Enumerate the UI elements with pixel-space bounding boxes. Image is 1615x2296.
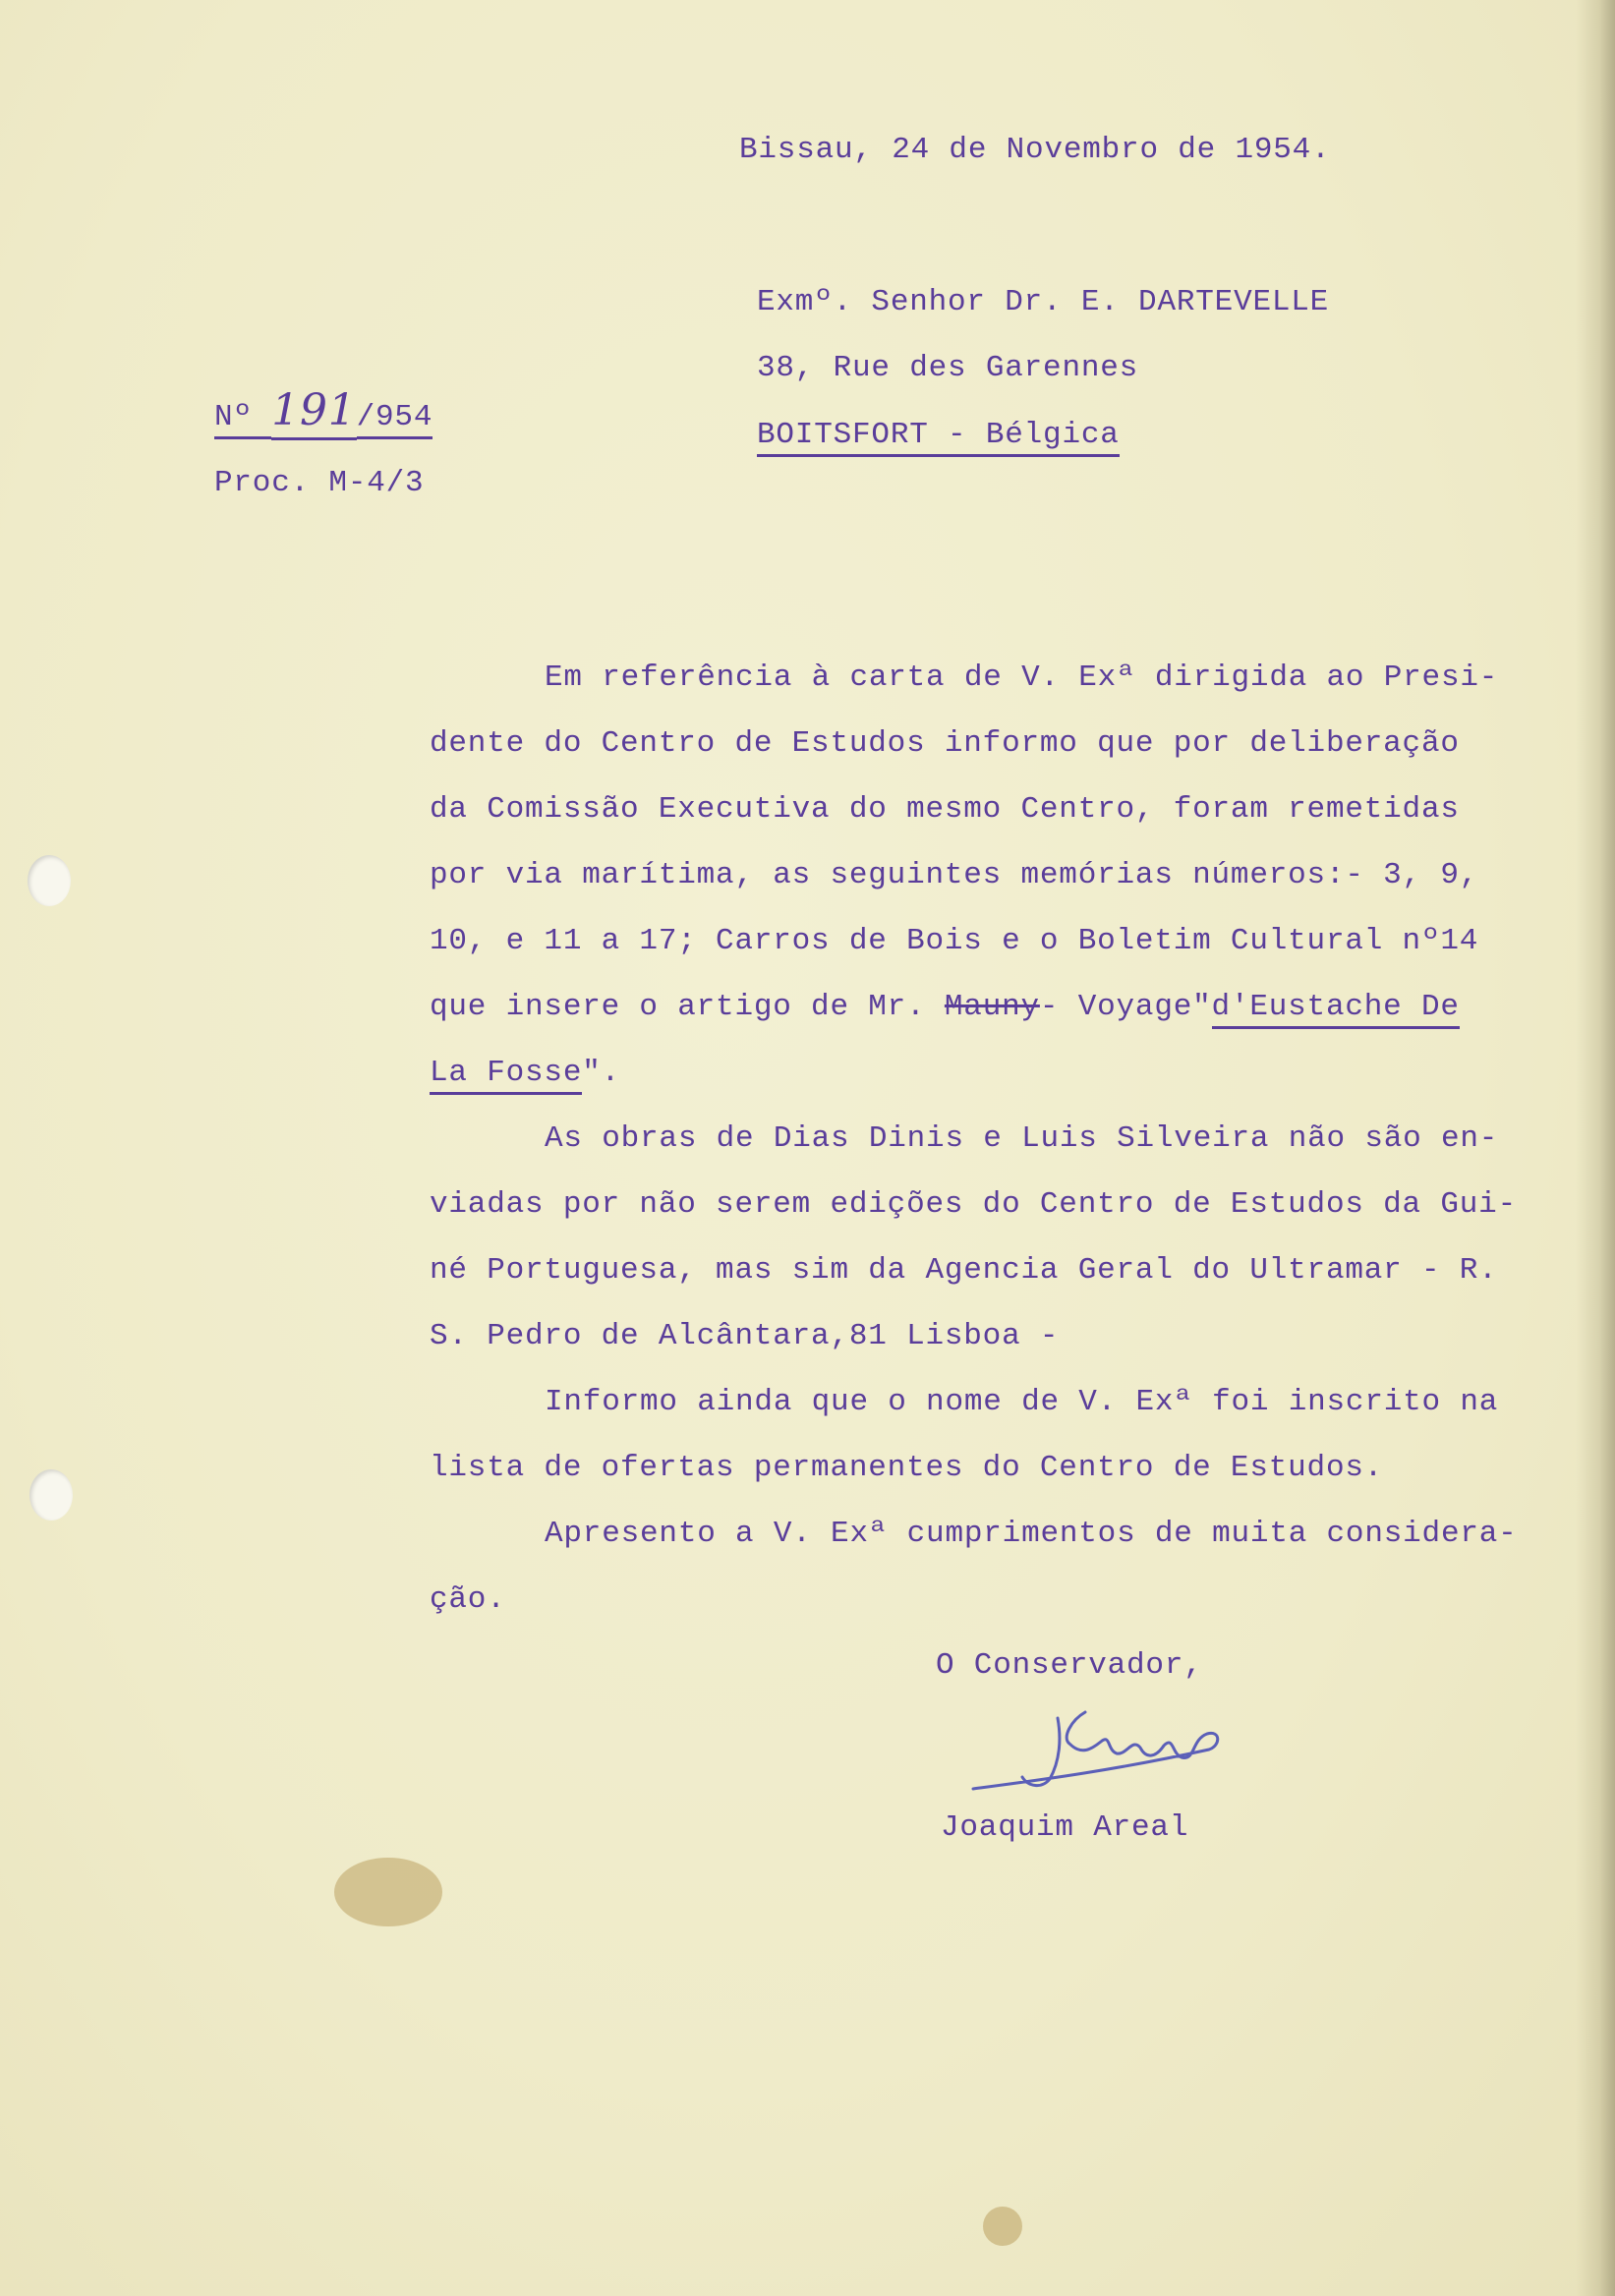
- body-line-end: ".: [582, 1056, 621, 1090]
- body-line: dente do Centro de Estudos informo que por deliberação: [430, 726, 1460, 761]
- reference-number-year: /954: [357, 400, 433, 439]
- body-line-mid: - Voyage": [1039, 990, 1212, 1024]
- body-line: 10, e 11 a 17; Carros de Bois e o Boletim Cultural nº14: [430, 924, 1479, 958]
- signatory-name: Joaquim Areal: [941, 1810, 1189, 1845]
- addressee-name: Exmº. Senhor Dr. E. DARTEVELLE: [757, 285, 1330, 319]
- stain-mark: [334, 1858, 442, 1926]
- handwritten-signature: [963, 1700, 1239, 1808]
- body-line: da Comissão Executiva do mesmo Centro, foram remetidas: [430, 792, 1460, 827]
- underlined-title: d'Eustache De: [1212, 990, 1460, 1029]
- addressee-street: 38, Rue des Garennes: [757, 351, 1139, 385]
- body-line: As obras de Dias Dinis e Luis Silveira não são en-: [545, 1121, 1499, 1156]
- body-line-start: que insere o artigo de Mr.: [430, 990, 945, 1024]
- body-line: S. Pedro de Alcântara,81 Lisboa -: [430, 1319, 1060, 1353]
- reference-number: [214, 385, 433, 437]
- body-line: lista de ofertas permanentes do Centro de Estudos.: [430, 1451, 1384, 1485]
- body-line: por via marítima, as seguintes memórias números:- 3, 9,: [430, 858, 1479, 892]
- body-line: Apresento a V. Exª cumprimentos de muita considera-: [545, 1517, 1518, 1551]
- punch-hole-lower: [29, 1469, 73, 1521]
- letter-date: Bissau, 24 de Novembro de 1954.: [739, 133, 1331, 167]
- body-line: Informo ainda que o nome de V. Exª foi inscrito na: [545, 1385, 1499, 1419]
- process-code: Proc. M-4/3: [214, 466, 425, 500]
- paper-fold-edge: [1576, 0, 1615, 2296]
- punch-hole-upper: [28, 855, 71, 906]
- underlined-title: La Fosse: [430, 1056, 582, 1095]
- body-line: Em referência à carta de V. Exª dirigida ao Presi-: [545, 660, 1499, 695]
- addressee-city-text: BOITSFORT - Bélgica: [757, 418, 1120, 457]
- reference-number-handwritten: 191: [271, 385, 356, 440]
- body-line: [430, 988, 1460, 1027]
- body-line: ção.: [430, 1582, 506, 1617]
- body-line: [430, 1054, 620, 1093]
- closing-title: O Conservador,: [936, 1648, 1203, 1683]
- body-line: né Portuguesa, mas sim da Agencia Geral do Ultramar - R.: [430, 1253, 1498, 1288]
- stain-mark: [983, 2207, 1022, 2246]
- reference-number-prefix: Nº: [214, 400, 271, 439]
- struck-word: Mauny: [944, 990, 1040, 1024]
- body-line: viadas por não serem edições do Centro de Estudos da Gui-: [430, 1187, 1517, 1222]
- addressee-city: [757, 416, 1120, 455]
